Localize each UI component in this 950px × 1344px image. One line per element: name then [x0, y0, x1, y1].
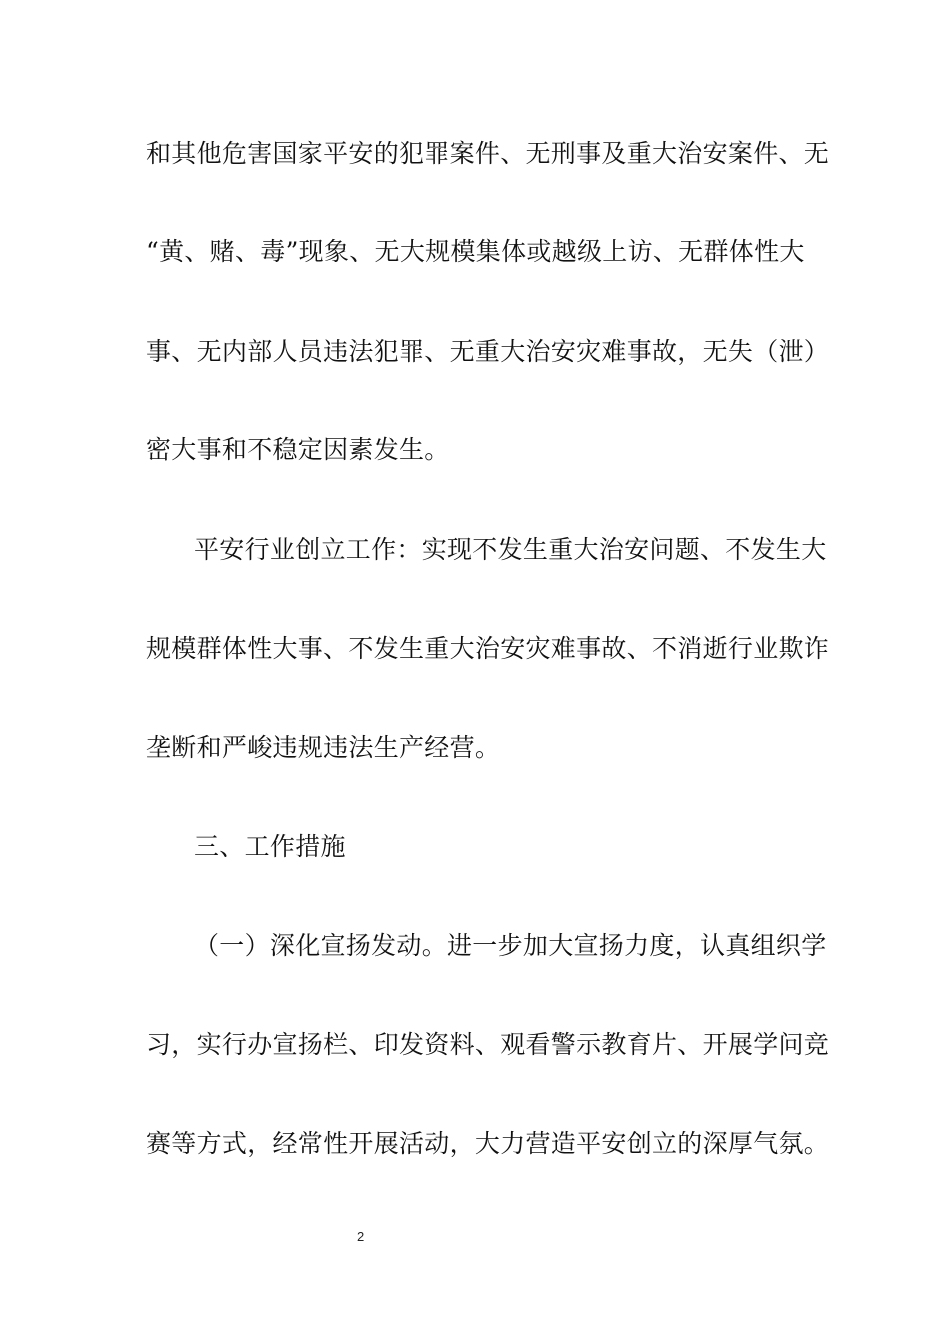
body-text-line: 习，实行办宣扬栏、印发资料、观看警示教育片、开展学问竞 — [146, 1030, 830, 1059]
body-text-line: 和其他危害国家平安的犯罪案件、无刑事及重大治安案件、无 — [146, 139, 830, 168]
paragraph-first-line: （一）深化宣扬发动。进一步加大宣扬力度，认真组织学 — [194, 931, 827, 960]
page-number: 2 — [357, 1229, 365, 1244]
body-text-line: 规模群体性大事、不发生重大治安灾难事故、不消逝行业欺诈 — [146, 634, 830, 663]
section-heading: 三、工作措施 — [194, 832, 346, 861]
body-text-line: 赛等方式，经常性开展活动，大力营造平安创立的深厚气氛。 — [146, 1129, 830, 1158]
body-text-line: 密大事和不稳定因素发生。 — [146, 435, 450, 464]
paragraph-first-line: 平安行业创立工作：实现不发生重大治安问题、不发生大 — [194, 535, 827, 564]
body-text-line: 垄断和严峻违规违法生产经营。 — [146, 733, 501, 762]
body-text-line: 事、无内部人员违法犯罪、无重大治安灾难事故，无失（泄） — [146, 337, 830, 366]
body-text-line: “黄、赌、毒”现象、无大规模集体或越级上访、无群体性大 — [146, 237, 805, 266]
